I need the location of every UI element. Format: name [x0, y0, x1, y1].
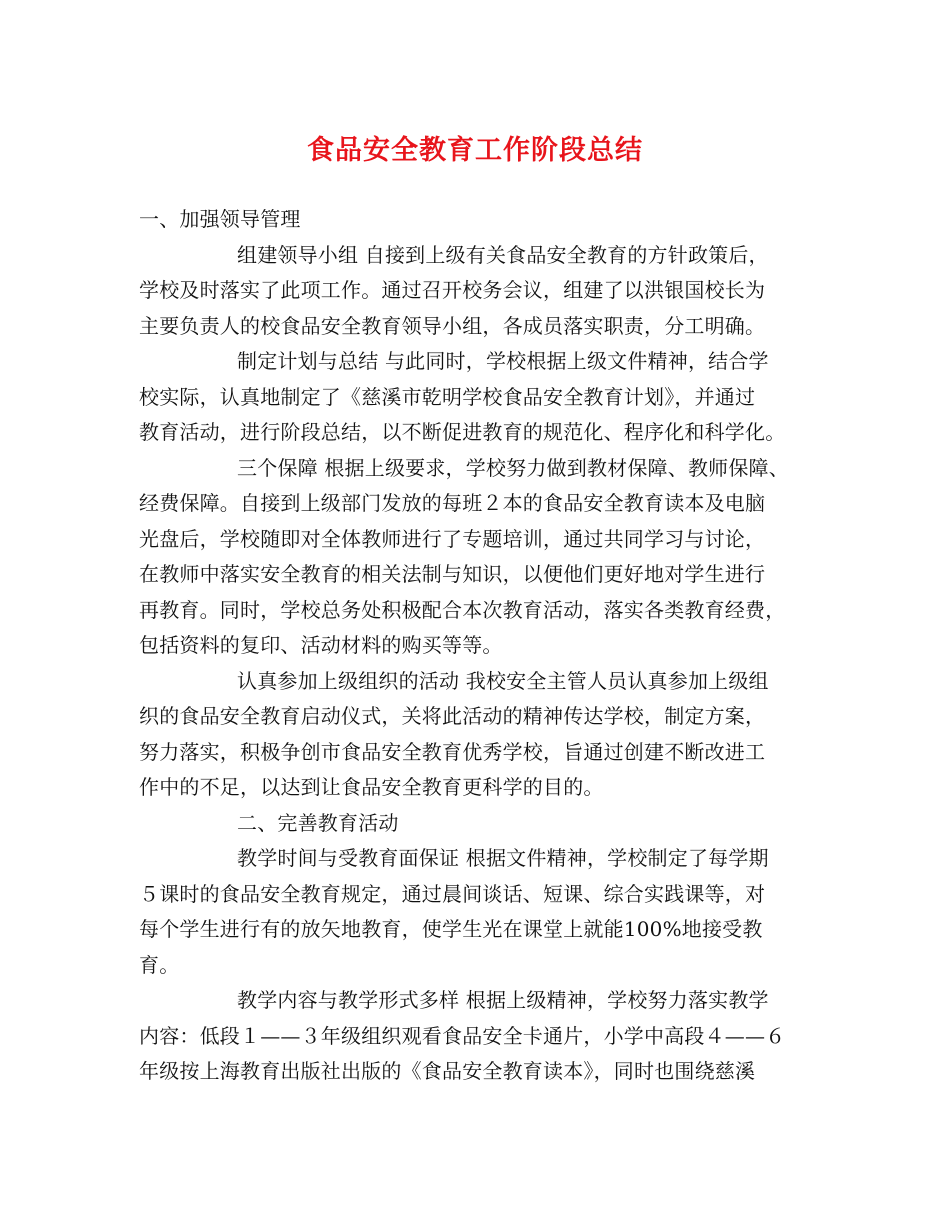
paragraph-line: 校实际，认真地制定了《慈溪市乾明学校食品安全教育计划》，并通过 — [139, 385, 756, 409]
paragraph-line: 作中的不足，以达到让食品安全教育更科学的目的。 — [139, 775, 604, 799]
paragraph-line: 经费保障。自接到上级部门发放的每班２本的食品安全教育读本及电脑 — [139, 491, 766, 515]
document-title: 食品安全教育工作阶段总结 — [307, 135, 643, 166]
paragraph-line: 每个学生进行有的放矢地教育，使学生光在课堂上就能100%地接受教 — [139, 917, 763, 941]
paragraph-line: 内容：低段１——３年级组织观看食品安全卡通片，小学中高段４——６ — [139, 1024, 786, 1048]
paragraph-line: 育。 — [139, 953, 180, 977]
paragraph-line: 认真参加上级组织的活动 我校安全主管人员认真参加上级组 — [237, 669, 769, 693]
paragraph-line: 再教育。同时，学校总务处积极配合本次教育活动，落实各类教育经费， — [139, 598, 786, 622]
paragraph-line: 组建领导小组 自接到上级有关食品安全教育的方针政策后， — [237, 243, 769, 267]
paragraph-line: 三个保障 根据上级要求，学校努力做到教材保障、教师保障、 — [237, 456, 789, 480]
paragraph-line: 光盘后，学校随即对全体教师进行了专题培训，通过共同学习与讨论， — [139, 527, 766, 551]
paragraph-line: 包括资料的复印、活动材料的购买等等。 — [139, 633, 503, 657]
paragraph-line: 制定计划与总结 与此同时，学校根据上级文件精神，结合学 — [237, 349, 769, 373]
paragraph-line: 织的食品安全教育启动仪式，关将此活动的精神传达学校，制定方案， — [139, 704, 766, 728]
paragraph-line: 教育活动，进行阶段总结，以不断促进教育的规范化、程序化和科学化。 — [139, 420, 786, 444]
paragraph-line: 主要负责人的校食品安全教育领导小组，各成员落实职责，分工明确。 — [139, 314, 766, 338]
section-heading-2: 二、完善教育活动 — [237, 811, 399, 835]
paragraph-line: 教学内容与教学形式多样 根据上级精神，学校努力落实教学 — [237, 988, 769, 1012]
paragraph-line: 努力落实，积极争创市食品安全教育优秀学校，旨通过创建不断改进工 — [139, 740, 766, 764]
section-heading-1: 一、加强领导管理 — [139, 207, 301, 231]
paragraph-line: ５课时的食品安全教育规定，通过晨间谈话、短课、综合实践课等，对 — [139, 882, 766, 906]
paragraph-line: 学校及时落实了此项工作。通过召开校务会议，组建了以洪银国校长为 — [139, 278, 766, 302]
paragraph-line: 教学时间与受教育面保证 根据文件精神，学校制定了每学期 — [237, 846, 769, 870]
paragraph-line: 在教师中落实安全教育的相关法制与知识，以便他们更好地对学生进行 — [139, 562, 766, 586]
paragraph-line: 年级按上海教育出版社出版的《食品安全教育读本》，同时也围绕慈溪 — [139, 1059, 756, 1083]
